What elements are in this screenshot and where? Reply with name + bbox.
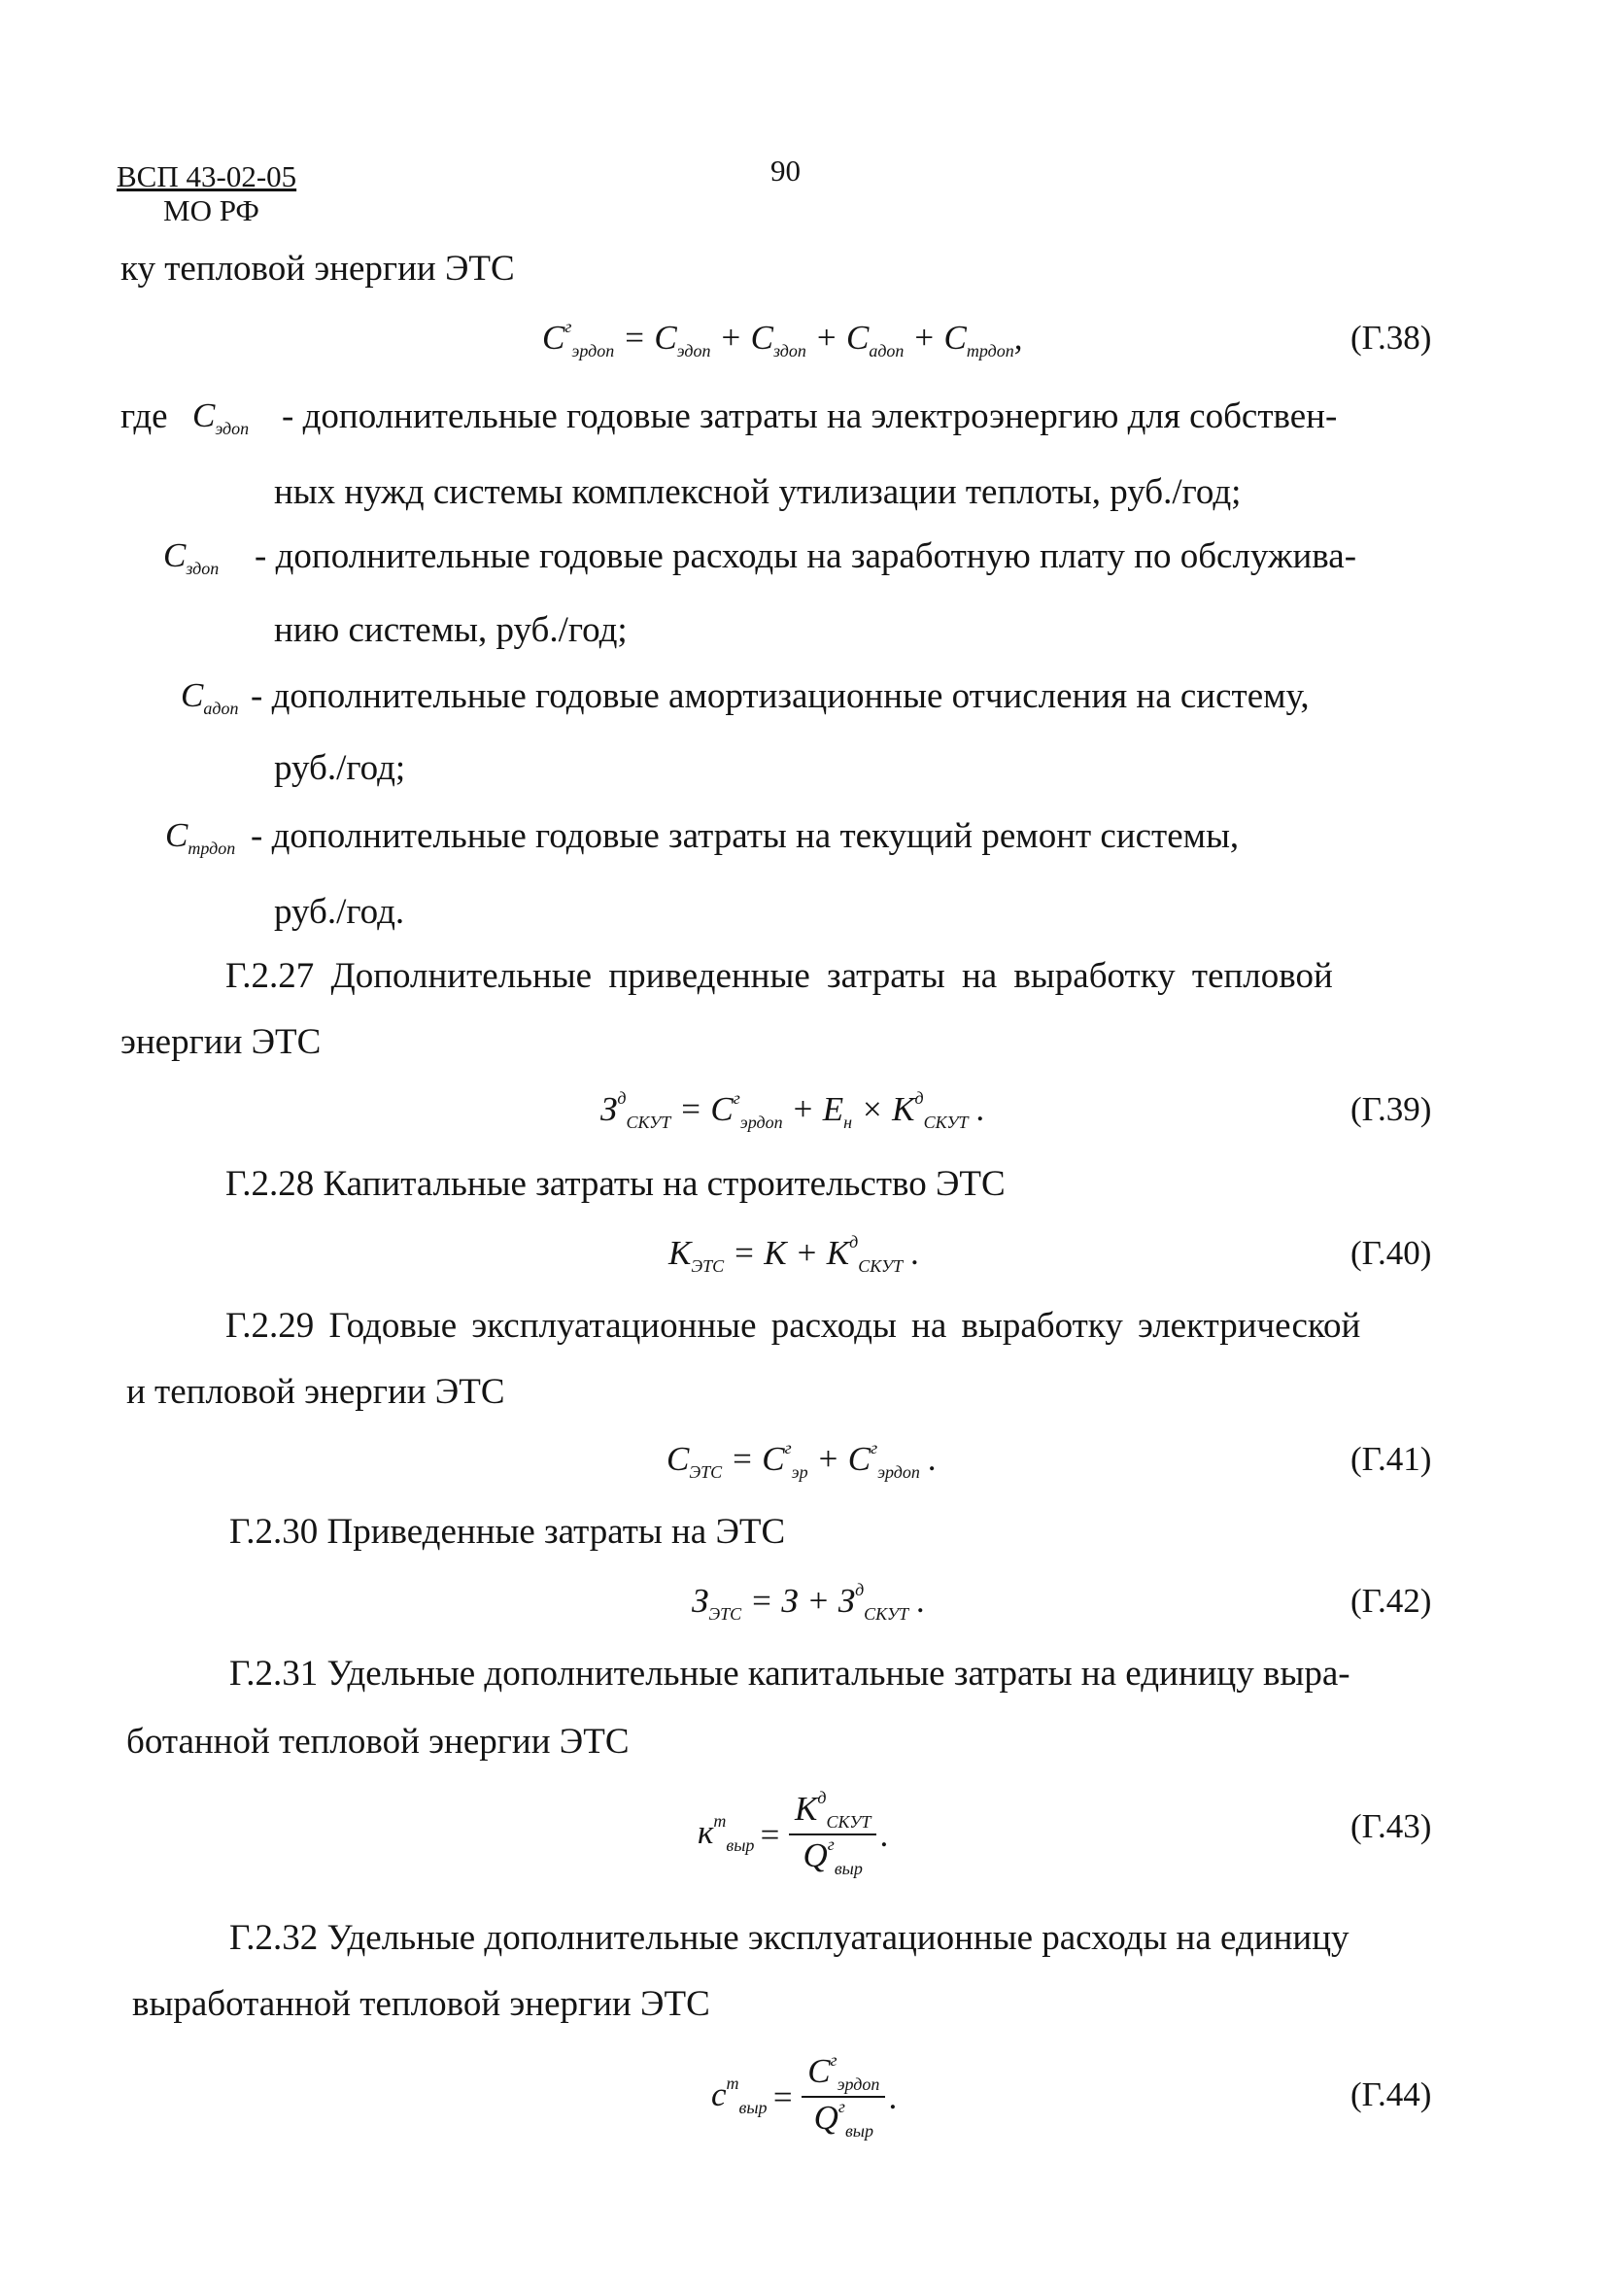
page-number: 90	[770, 154, 801, 188]
equation-number-g43: (Г.43)	[1350, 1807, 1432, 1845]
def-c-trdop-cont: руб./год.	[274, 892, 405, 932]
equation-number-g42: (Г.42)	[1350, 1582, 1432, 1620]
symbol-c-trdop: $C_{трдоп}$	[165, 816, 236, 858]
symbol-c-adop: $C_{адоп}$	[181, 676, 239, 718]
formula-g44: $c^т_{выр}$ = $\frac{C^г_{эрдоп}}{Q^г_{выр}}$ .	[711, 2050, 899, 2141]
def-c-zdop-cont: нию системы, руб./год;	[274, 610, 628, 650]
equation-number-g39: (Г.39)	[1350, 1090, 1432, 1128]
section-g-2-27-cont: энергии ЭТС	[120, 1022, 322, 1062]
formula-g43: $к^т_{выр}$ = $\frac{K^д_{СКУТ}}{Q^г_{выр}}$ .	[698, 1788, 890, 1878]
where-label: где	[120, 396, 168, 436]
section-g-2-29: Г.2.29 Годовые эксплуатационные расходы на выработку электрической	[225, 1306, 1361, 1346]
section-g-2-27: Г.2.27 Дополнительные приведенные затраты на выработку тепловой	[225, 956, 1333, 996]
fraction-g43: $\frac{K^д_{СКУТ}}{Q^г_{выр}}$	[789, 1792, 876, 1877]
fraction-g44: $\frac{C^г_{эрдоп}}{Q^г_{выр}}$	[802, 2054, 885, 2140]
def-c-edop: - дополнительные годовые затраты на электроэнергию для собствен-	[282, 396, 1338, 436]
def-c-zdop: - дополнительные годовые расходы на заработную плату по обслужива-	[255, 536, 1357, 576]
formula-g38: $C^г_{эрдоп} = C_{эдоп} + C_{здоп} + C_{адоп} + C_{трдоп}$,	[542, 317, 1023, 360]
equation-number-g41: (Г.41)	[1350, 1440, 1432, 1478]
def-c-adop: - дополнительные годовые амортизационные отчисления на систему,	[251, 676, 1310, 716]
equation-number-g44: (Г.44)	[1350, 2075, 1432, 2113]
symbol-c-zdop: $C_{здоп}$	[163, 536, 220, 578]
def-c-adop-cont: руб./год;	[274, 748, 406, 788]
def-c-trdop: - дополнительные годовые затраты на текущий ремонт системы,	[251, 816, 1240, 856]
section-g-2-28: Г.2.28 Капитальные затраты на строительство ЭТС	[225, 1164, 1006, 1204]
formula-g42: $З_{ЭТС} = З + З^д_{СКУТ}$ .	[692, 1580, 926, 1624]
section-g-2-30: Г.2.30 Приведенные затраты на ЭТС	[229, 1512, 786, 1552]
section-g-2-31-cont: ботанной тепловой энергии ЭТС	[126, 1722, 630, 1762]
section-g-2-29-cont: и тепловой энергии ЭТС	[126, 1372, 505, 1412]
equation-number-g40: (Г.40)	[1350, 1234, 1432, 1272]
formula-g40: $K_{ЭТС} = K + K^д_{СКУТ}$ .	[668, 1232, 920, 1276]
formula-g39: $З^д_{СКУТ} = C^г_{эрдоп} + E_н \times K^д_{СКУТ}$ .	[600, 1088, 985, 1132]
symbol-c-edop: $C_{эдоп}$	[192, 396, 250, 438]
equation-number-g38: (Г.38)	[1350, 319, 1432, 357]
formula-g41: $C_{ЭТС} = C^г_{эр} + C^г_{эрдоп}$ .	[666, 1438, 938, 1482]
section-g-2-32: Г.2.32 Удельные дополнительные эксплуатационные расходы на единицу	[229, 1918, 1350, 1958]
organization: МО РФ	[163, 193, 259, 227]
section-g-2-31: Г.2.31 Удельные дополнительные капитальные затраты на единицу выра-	[229, 1654, 1350, 1694]
def-c-edop-cont: ных нужд системы комплексной утилизации теплоты, руб./год;	[274, 472, 1242, 512]
intro-line: ку тепловой энергии ЭТС	[120, 249, 515, 289]
document-code: ВСП 43-02-05	[117, 159, 297, 193]
section-g-2-32-cont: выработанной тепловой энергии ЭТС	[132, 1984, 710, 2024]
